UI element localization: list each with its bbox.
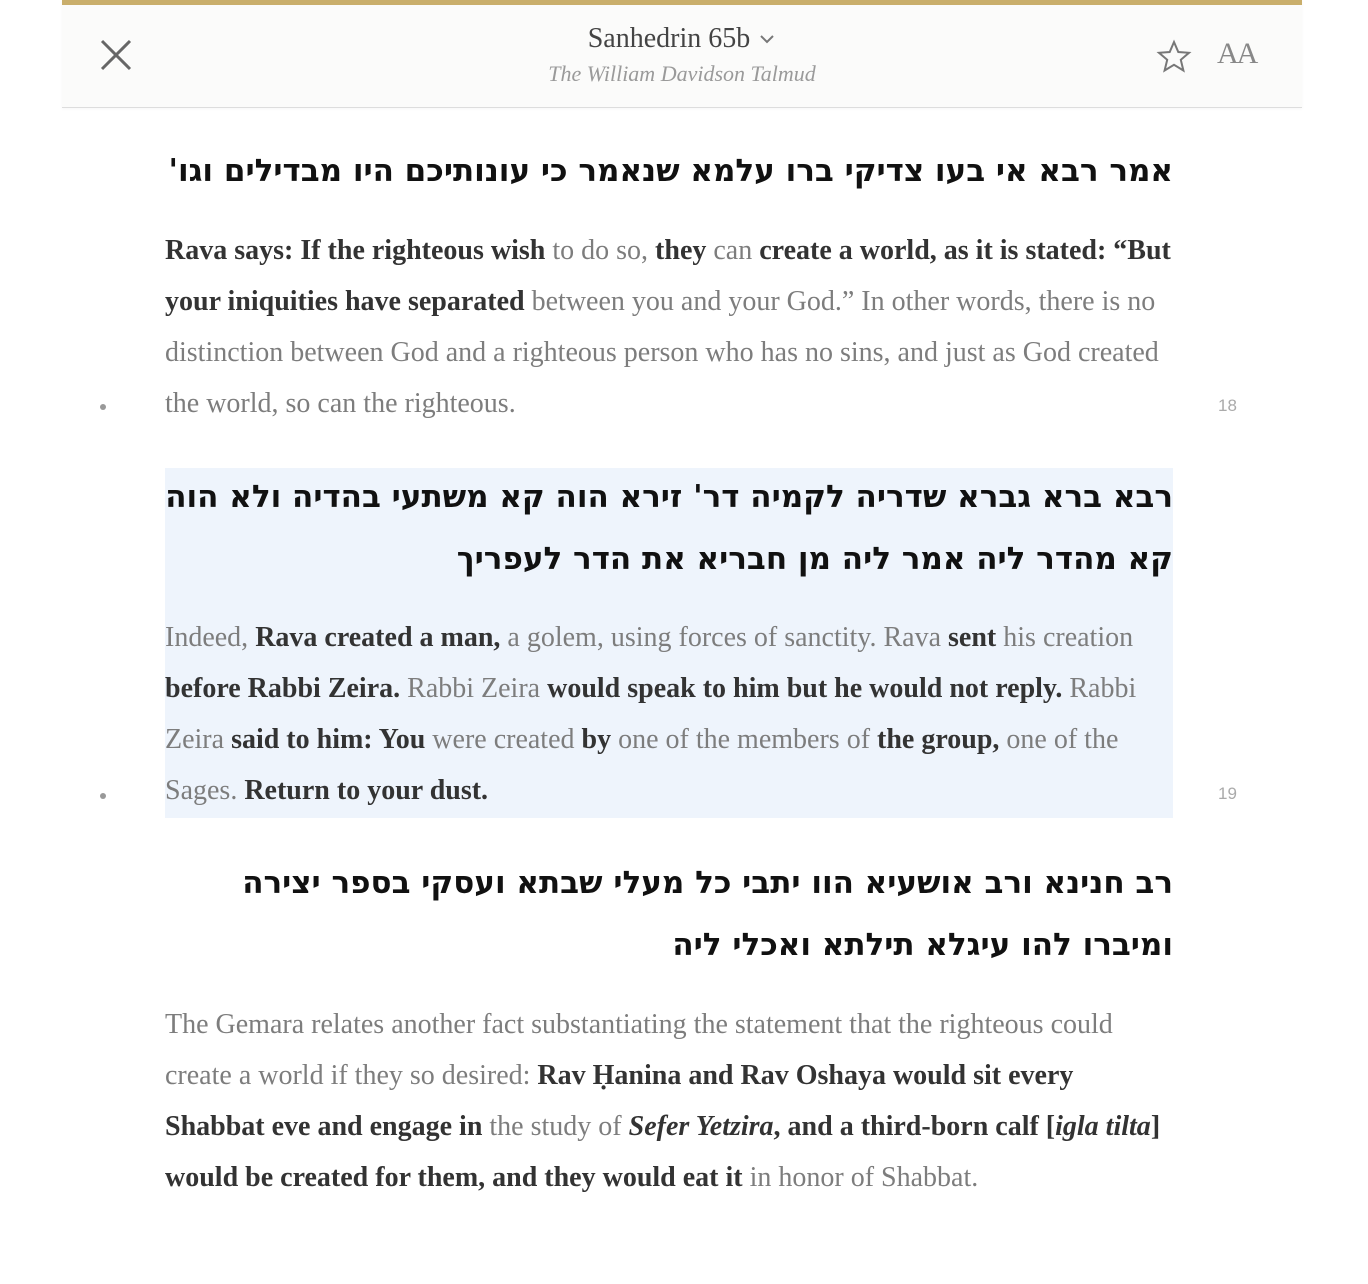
text-run: ] would be created for them, and they would eat it (165, 1111, 1161, 1193)
english-text (165, 612, 1173, 816)
text-run: Rav Ḥanina and Rav Oshaya would sit every Shabbat eve and engage in (165, 1060, 1074, 1142)
text-run: one of the members of (611, 724, 878, 755)
text-run: in honor of Shabbat. (742, 1162, 979, 1193)
hebrew-text: רב חנינא ורב אושעיא הוו יתבי כל מעלי שבתא ועסקי בספר יצירה ומיברו להו עיגלא תילתא ואכלי ליה (242, 865, 1173, 963)
text-run: sent (948, 622, 997, 653)
font-size-button[interactable]: AA (1217, 37, 1257, 70)
text-run: Indeed, (165, 622, 256, 653)
text-run: were created (425, 724, 582, 755)
text-run: his creation (996, 622, 1134, 653)
page-title: Sanhedrin 65b (587, 23, 751, 54)
segment-number: 19 (1218, 784, 1237, 803)
text-run: create a world, as it is stated: “But your iniquities have separated (165, 235, 1171, 317)
text-run: to do so, (545, 235, 656, 266)
text-run: before Rabbi Zeira. (165, 673, 401, 704)
title-block (62, 23, 1302, 87)
text-run: the study of (482, 1111, 629, 1142)
star-icon[interactable] (1156, 39, 1192, 75)
text-run: by (581, 724, 612, 755)
segment-marker-dot (100, 404, 106, 410)
reader-header (62, 0, 1302, 108)
english-text (165, 999, 1173, 1203)
hebrew-text: אמר רבא אי בעו צדיקי ברו עלמא שנאמר כי עונותיכם היו מבדילים וגו' (168, 153, 1173, 189)
text-run: a golem, using forces of sanctity. Rava (500, 622, 949, 653)
english-text (165, 225, 1173, 429)
text-run: Sefer Yetzira (628, 1111, 774, 1142)
text-run: one of the Sages. (165, 724, 1119, 806)
text-run: the group, (877, 724, 1000, 755)
page-subtitle: The William Davidson Talmud (548, 61, 816, 86)
hebrew-text: רבא ברא גברא שדריה לקמיה דר' זירא הוה קא משתעי בהדיה ולא הוה קא מהדר ליה אמר ליה מן חבריא את הדר לעפריך (165, 479, 1173, 577)
chevron-down-icon (758, 33, 776, 45)
text-run: Rabbi Zeira (400, 673, 548, 704)
text-run: would speak to him but he would not reply. (547, 673, 1063, 704)
text-run: Rabbi Zeira (165, 673, 1137, 755)
text-run: Rava says: If the righteous wish (165, 235, 546, 266)
text-run: they (655, 235, 707, 266)
text-run: can (706, 235, 760, 266)
text-run: , and a third-born calf [ (773, 1111, 1056, 1142)
text-run: between you and your God.” In other words, there is no distinction between God and a righteous person who has no sins, and just as God created the world, so can the righteous. (165, 286, 1159, 419)
text-run: Rava created a man, (255, 622, 501, 653)
text-selector-button[interactable] (588, 23, 777, 55)
text-run: igla tilta (1055, 1111, 1151, 1142)
text-run: Return to your dust. (244, 775, 489, 806)
segment-number: 18 (1218, 396, 1237, 415)
text-run: The Gemara relates another fact substantiating the statement that the righteous could create a world if they so desired: (165, 1009, 1113, 1091)
segment-marker-dot (100, 793, 106, 799)
text-run: said to him: You (231, 724, 426, 755)
